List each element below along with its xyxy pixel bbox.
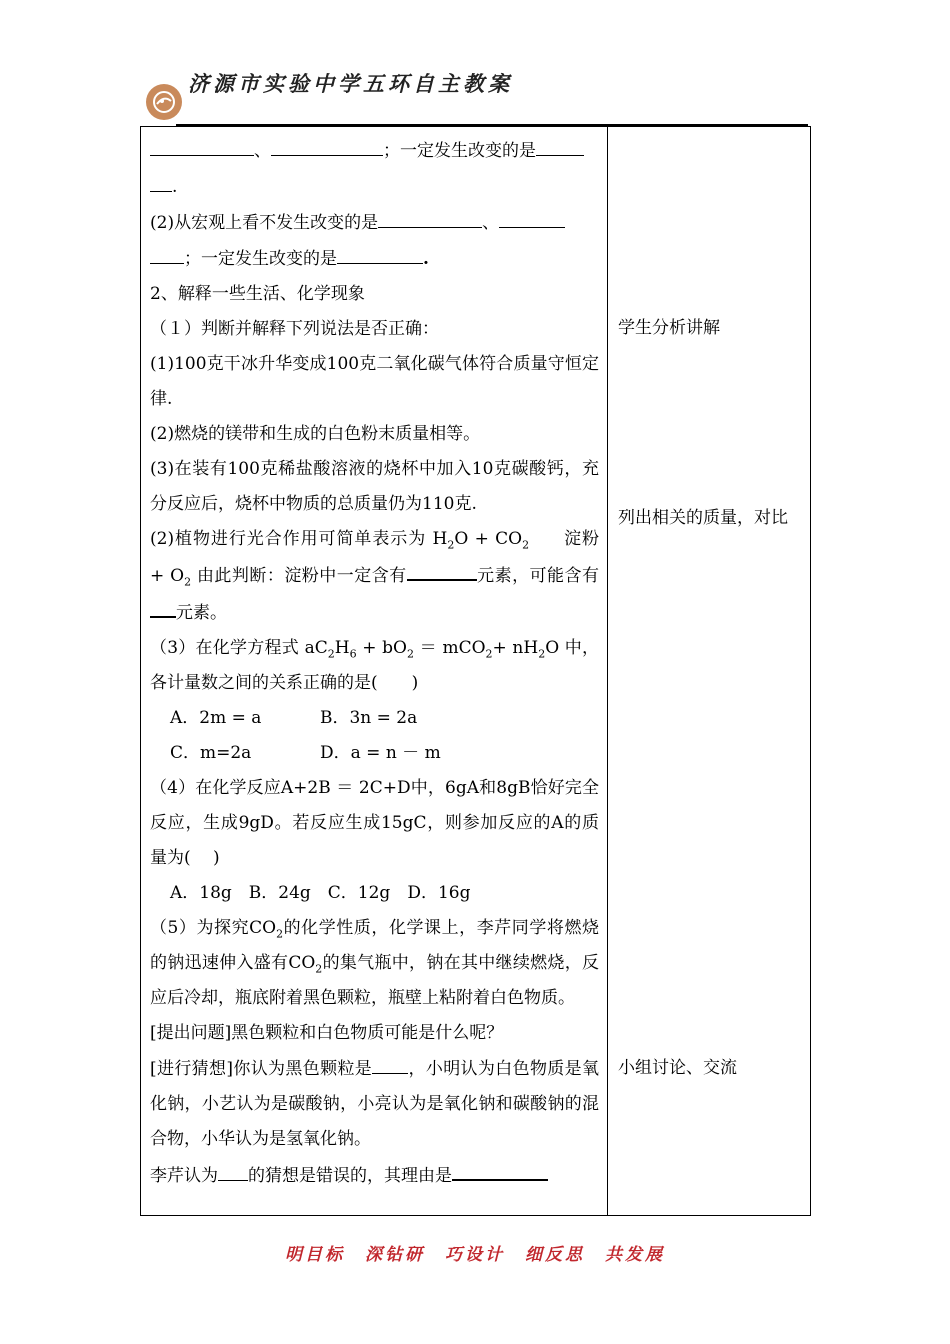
line-6: （１）判断并解释下列说法是否正确：: [150, 319, 439, 339]
fill-blank: [372, 1051, 408, 1074]
line-12: （4）在化学反应A+2B ＝ 2C+D中，6gA和8gB恰好完全反应，生成9gD。若反应生成15gC，则参加反应的A的质量为( ): [150, 778, 599, 868]
school-logo-icon: [146, 84, 182, 120]
note-group-discussion: 小组讨论、交流: [618, 1058, 737, 1078]
line-9: (3)在装有100克稀盐酸溶液的烧杯中加入10克碳酸钙，充分反应后，烧杯中物质的总质量仍为110克.: [150, 459, 599, 514]
page-header: [140, 56, 808, 126]
line-17: 李芹认为 的猜想是错误的，其理由是: [150, 1157, 599, 1194]
lesson-table: [140, 126, 811, 1216]
note-mass-comparison: 列出相关的质量，对比: [618, 508, 788, 528]
lesson-content-cell: [141, 127, 608, 1216]
line-14: （5）为探究$CO_2$的化学性质，化学课上，李芹同学将燃烧的钠迅速伸入盛有$CO_2$的集气瓶中，钠在其中继续燃烧，反应后冷却，瓶底附着黑色颗粒，瓶壁上粘附着白色物质。: [150, 918, 600, 1008]
fill-blank: [271, 133, 383, 156]
fill-blank: [150, 594, 176, 618]
school-title: 济源市实验中学五环自主教案: [188, 72, 513, 96]
options-ab: A．2m = a B．3n = 2a: [170, 708, 418, 728]
fill-blank: [536, 133, 584, 156]
line-8: (2)燃烧的镁带和生成的白色粉末质量相等。: [150, 424, 481, 444]
line-4: ；一定发生改变的是 .: [150, 241, 599, 277]
lesson-content: [141, 127, 607, 1215]
line-1: 、 ；一定发生改变的是: [150, 133, 599, 169]
options-q4: A．18g B．24g C．12g D．16g: [170, 883, 471, 903]
footer-motto: 明目标 深钻研 巧设计 细反思 共发展: [285, 1245, 665, 1265]
line-16: [进行猜想]你认为黑色颗粒是 ，小明认为白色物质是氧化钠，小艺认为是碳酸钠，小亮认为是氧化钠和碳酸钠的混合物，小华认为是氢氧化钠。: [150, 1051, 599, 1157]
line-15: [提出问题]黑色颗粒和白色物质可能是什么呢？: [150, 1023, 504, 1043]
fill-blank: [150, 241, 184, 264]
line-3: (2)从宏观上看不发生改变的是 、: [150, 205, 599, 241]
fill-blank: [499, 205, 565, 228]
fill-blank: [337, 241, 423, 264]
fill-blank: [150, 169, 172, 192]
fill-blank: [378, 205, 482, 228]
line-11: （3）在化学方程式 $aC_2H_6 + bO_2 = mCO_2+ nH_2O$ 中，各计量数之间的关系正确的是( ): [150, 638, 600, 693]
fill-blank: [407, 557, 477, 581]
line-7: (1)100克干冰升华变成100克二氧化碳气体符合质量守恒定律.: [150, 354, 599, 409]
fill-blank: [452, 1157, 548, 1181]
teaching-notes-cell: [608, 127, 811, 1216]
line-2: .: [150, 169, 599, 205]
line-5: 2、解释一些生活、化学现象: [150, 284, 365, 304]
line-10: (2)植物进行光合作用可简单表示为 $H_2O + CO_2$ 淀粉 + $O_2$ 由此判断：淀粉中一定含有 元素，可能含有元素。: [150, 529, 599, 623]
fill-blank: [150, 133, 254, 156]
note-student-analysis: 学生分析讲解: [618, 318, 720, 338]
options-cd: C．m=2a D．a = n － m: [170, 743, 441, 763]
fill-blank: [218, 1158, 248, 1181]
